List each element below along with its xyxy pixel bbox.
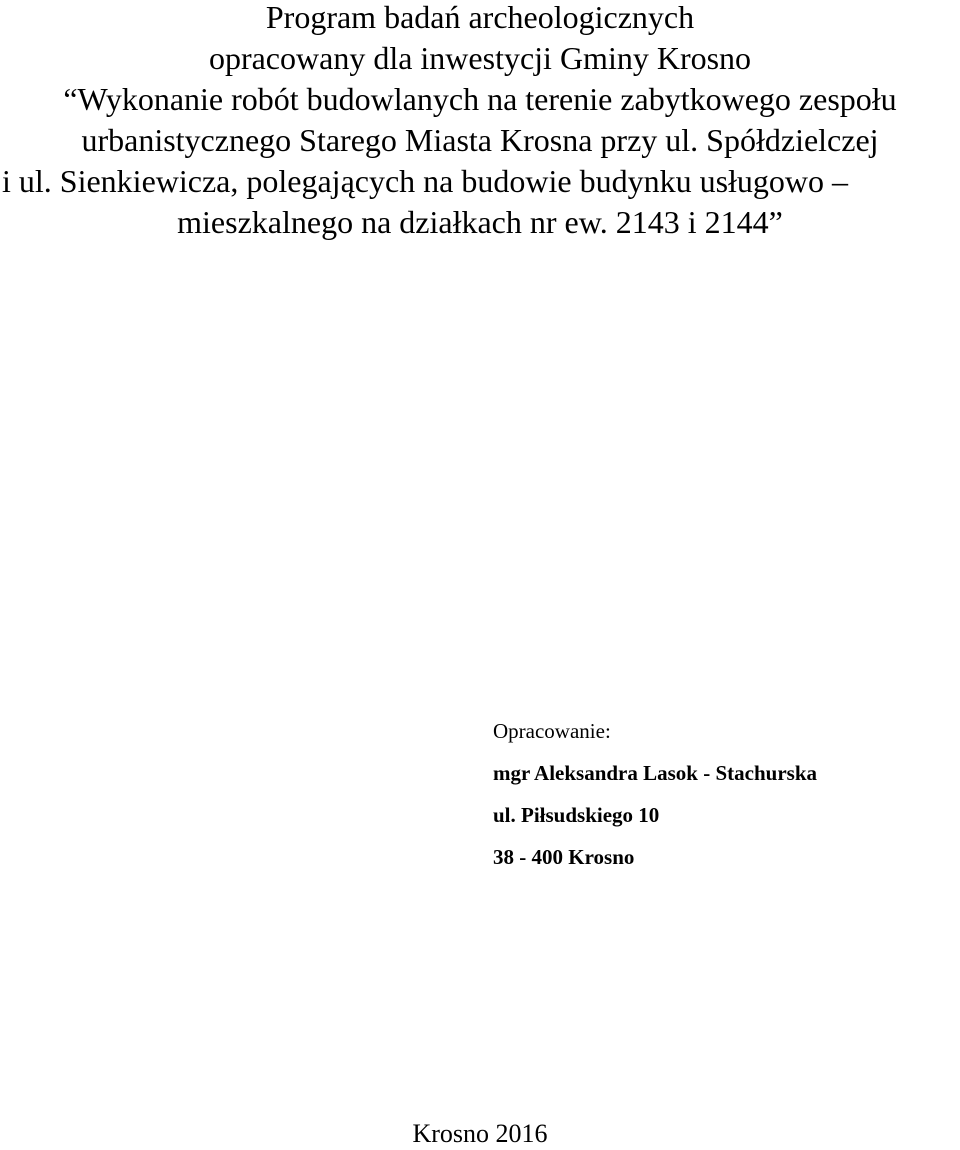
author-name: mgr Aleksandra Lasok - Stachurska: [493, 761, 818, 785]
author-block: [493, 718, 953, 870]
title-line-1: Program badań archeologicznych: [265, 0, 695, 35]
title-line-6: mieszkalnego na działkach nr ew. 2143 i 2144”: [177, 204, 783, 240]
title-line-4: urbanistycznego Starego Miasta Krosna przy ul. Spółdzielczej: [81, 122, 879, 158]
footer-place-year: Krosno 2016: [412, 1119, 548, 1148]
title-line-2: opracowany dla inwestycji Gminy Krosno: [208, 40, 752, 76]
author-label: Opracowanie:: [493, 719, 611, 743]
author-street: ul. Piłsudskiego 10: [493, 803, 660, 827]
author-city: 38 - 400 Krosno: [493, 845, 635, 869]
document-title: [0, 0, 960, 243]
title-line-5: i ul. Sienkiewicza, polegających na budowie budynku usługowo –: [2, 163, 849, 199]
title-line-3: “Wykonanie robót budowlanych na terenie zabytkowego zespołu: [63, 81, 897, 117]
